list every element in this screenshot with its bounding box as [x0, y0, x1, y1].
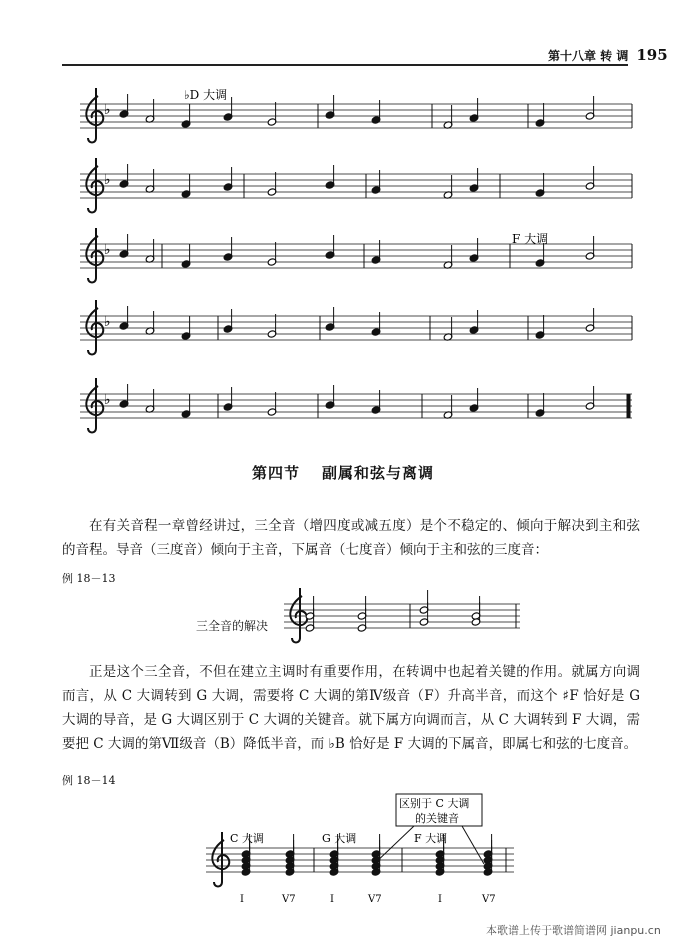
treble-clef-icon: [86, 300, 103, 355]
roman-6: V7: [482, 894, 496, 905]
treble-clef-icon: [212, 832, 229, 887]
treble-clef-icon: [86, 228, 103, 283]
page-number: 195: [636, 46, 668, 64]
paragraph-1: 在有关音程一章曾经讲过，三全音（增四度或减五度）是个不稳定的、倾向于解决到主和弦的音程。导音（三度音）倾向于主音，下属音（七度音）倾向于主和弦的三度音：: [62, 518, 640, 558]
key-label-f: F 大调: [414, 832, 448, 845]
watermark-footer: 本歌谱上传于歌谱简谱网 jianpu.cn: [486, 924, 661, 937]
roman-2: V7: [282, 894, 296, 905]
treble-clef-icon: [86, 378, 103, 433]
example-18-13-staff: [284, 588, 520, 643]
treble-clef-icon: [86, 158, 103, 213]
key-label-g: G 大调: [322, 832, 357, 845]
db-major-label: ♭D 大调: [184, 88, 228, 102]
staff-system: [80, 88, 632, 143]
flat-icon: ♭: [104, 392, 111, 408]
chapter-title: 第十八章 转 调: [548, 49, 629, 63]
flat-icon: ♭: [104, 172, 111, 188]
paragraph-2: 正是这个三全音，不但在建立主调时有重要作用，在转调中也起着关键的作用。就属方向调而言，从 C 大调转到 G 大调，需要将 C 大调的第Ⅳ级音（F）升高半音，而这个 ♯F 恰好是 G 大调的导音，是 G 大调区别于 C 大调的关键音。就下属方向调而言，从 C 大调转到 F 大调，需要把 C 大调的第Ⅶ级音（B）降低半音，而 ♭B 恰好是 F 大调的下属音，即属七和弦的七度音。: [62, 664, 640, 752]
tritone-caption: 三全音的解决: [196, 619, 269, 633]
staff-system: [80, 378, 632, 433]
key-note-box-line1: 区别于 C 大调: [399, 797, 470, 810]
staff-system: [80, 228, 632, 283]
roman-4: V7: [368, 894, 382, 905]
roman-3: I: [330, 894, 334, 905]
example-18-14-label: 例 18－14: [62, 774, 116, 787]
pointer-line-right: [462, 826, 484, 864]
section-title: 副属和弦与离调: [322, 464, 435, 482]
example-18-13-label: 例 18－13: [62, 572, 116, 585]
treble-clef-icon: [86, 88, 103, 143]
treble-clef-icon: [290, 588, 307, 643]
flat-icon: ♭: [104, 314, 111, 330]
flat-icon: ♭: [104, 242, 111, 258]
roman-5: I: [438, 894, 442, 905]
key-note-box-line2: 的关键音: [415, 812, 459, 825]
section-number: 第四节: [252, 464, 301, 482]
staff-system: [80, 158, 632, 213]
key-label-c: C 大调: [230, 832, 264, 845]
staff-system: [80, 300, 632, 355]
roman-1: I: [240, 894, 244, 905]
flat-icon: ♭: [104, 102, 111, 118]
melody-staves: [80, 88, 632, 433]
section-heading: [252, 462, 456, 483]
f-major-label: F 大调: [512, 232, 549, 246]
